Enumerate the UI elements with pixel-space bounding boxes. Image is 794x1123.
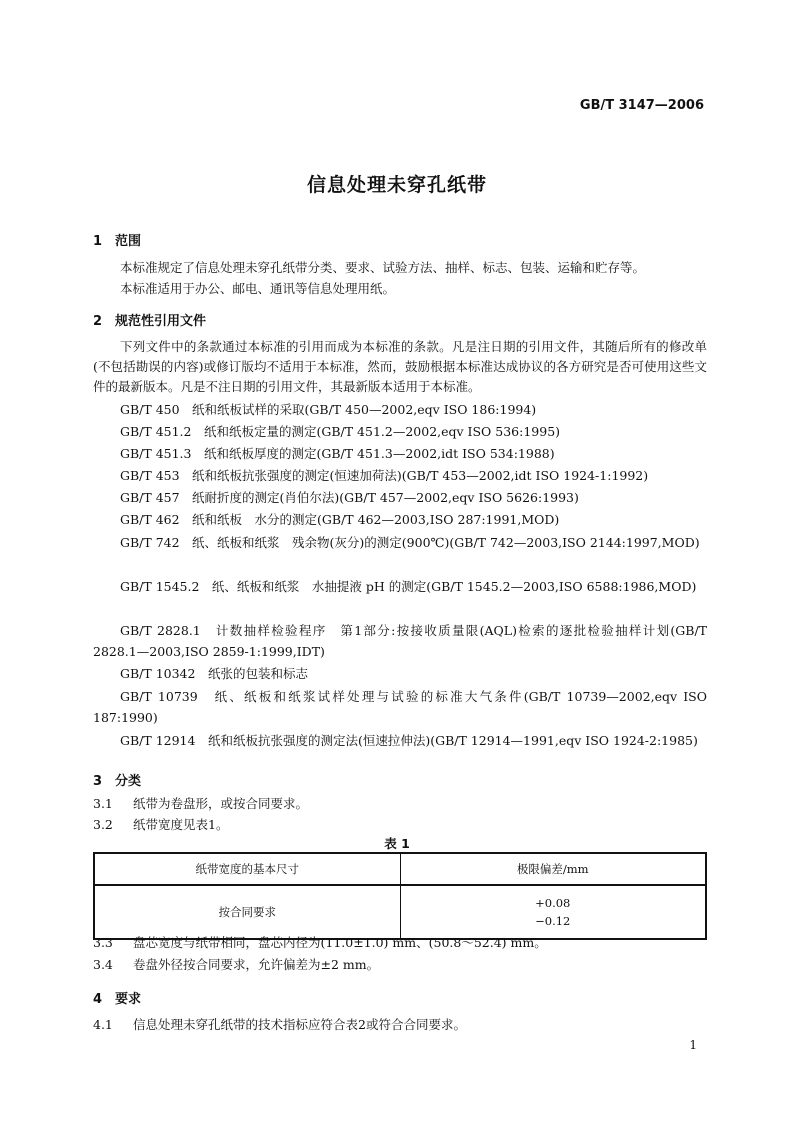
reference-item: GB/T 453 纸和纸板抗张强度的测定(恒速加荷法)(GB/T 453—2002,idt ISO 1924-1:1992) xyxy=(120,468,649,483)
tolerance-minus: −0.12 xyxy=(535,914,571,928)
clause-3-4 xyxy=(93,955,379,975)
section-2-heading xyxy=(93,310,206,329)
tolerance-plus: +0.08 xyxy=(535,896,571,910)
section-4-title: 要求 xyxy=(115,992,142,1007)
clause-4-1 xyxy=(93,1015,466,1035)
reference-item: GB/T 742 纸、纸板和纸浆 残余物(灰分)的测定(900℃)(GB/T 742—2003,ISO 2144:1997,MOD) xyxy=(120,535,700,550)
references-intro: 下列文件中的条款通过本标准的引用而成为本标准的条款。凡是注日期的引用文件，其随后所有的修改单(不包括勘误的内容)或修订版均不适用于本标准，然而，鼓励根据本标准达成协议的各方研究是否可使用这些文件的最新版本。凡是不注日期的引用文件，其最新版本适用于本标准。 xyxy=(93,339,707,394)
clause-text: 纸带为卷盘形，或按合同要求。 xyxy=(133,796,309,811)
reference-item: GB/T 10739 纸、纸板和纸浆试样处理与试验的标准大气条件(GB/T 10739—2002,eqv ISO 187:1990) xyxy=(93,689,707,725)
reference-item: GB/T 1545.2 纸、纸板和纸浆 水抽提液 pH 的测定(GB/T 1545.2—2003,ISO 6588:1986,MOD) xyxy=(120,579,697,594)
page-number: 1 xyxy=(689,1038,697,1052)
section-1-title: 范围 xyxy=(115,234,142,249)
reference-item: GB/T 2828.1 计数抽样检验程序 第1部分:按接收质量限(AQL)检索的逐批检验抽样计划(GB/T 2828.1—2003,ISO 2859-1:1999,IDT) xyxy=(93,623,707,659)
section-1-number: 1 xyxy=(93,234,103,249)
reference-item: GB/T 462 纸和纸板 水分的测定(GB/T 462—2003,ISO 287:1991,MOD) xyxy=(120,512,560,527)
table-1 xyxy=(93,852,707,940)
clause-number: 3.1 xyxy=(93,796,113,811)
clause-text: 卷盘外径按合同要求，允许偏差为±2 mm。 xyxy=(133,957,380,972)
clause-text: 信息处理未穿孔纸带的技术指标应符合表2或符合合同要求。 xyxy=(133,1017,466,1032)
table-cell-tolerance xyxy=(400,885,706,939)
section-3-title: 分类 xyxy=(115,774,142,789)
reference-item: GB/T 451.3 纸和纸板厚度的测定(GB/T 451.3—2002,idt ISO 534:1988) xyxy=(120,446,555,461)
reference-item: GB/T 12914 纸和纸板抗张强度的测定法(恒速拉伸法)(GB/T 12914—1991,eqv ISO 1924-2:1985) xyxy=(120,733,698,748)
table-header-row xyxy=(94,853,706,885)
clause-text: 纸带宽度见表1。 xyxy=(133,817,229,832)
clause-3-2 xyxy=(93,815,228,835)
standard-number: GB/T 3147—2006 xyxy=(579,98,704,113)
reference-item: GB/T 450 纸和纸板试样的采取(GB/T 450—2002,eqv ISO 186:1994) xyxy=(120,402,537,417)
reference-item: GB/T 451.2 纸和纸板定量的测定(GB/T 451.2—2002,eqv ISO 536:1995) xyxy=(120,424,561,439)
clause-number: 3.3 xyxy=(93,935,113,950)
clause-text: 盘芯宽度与纸带相同，盘芯内径为(11.0±1.0) mm、(50.8～52.4) mm。 xyxy=(133,935,547,950)
table-1-caption: 表 1 xyxy=(384,836,410,851)
reference-item: GB/T 10342 纸张的包装和标志 xyxy=(120,666,308,681)
section-1-heading xyxy=(93,230,141,249)
clause-3-1 xyxy=(93,794,308,814)
table-cell: 按合同要求 xyxy=(94,885,400,939)
clause-number: 4.1 xyxy=(93,1017,113,1032)
section-4-heading xyxy=(93,988,141,1007)
clause-number: 3.4 xyxy=(93,957,113,972)
table-header-cell: 极限偏差/mm xyxy=(400,853,706,885)
scope-paragraph-1: 本标准规定了信息处理未穿孔纸带分类、要求、试验方法、抽样、标志、包装、运输和贮存等。 xyxy=(120,260,646,275)
clause-number: 3.2 xyxy=(93,817,113,832)
clause-3-3 xyxy=(93,933,547,953)
document-title: 信息处理未穿孔纸带 xyxy=(306,174,487,196)
section-2-title: 规范性引用文件 xyxy=(115,314,207,329)
section-3-number: 3 xyxy=(93,774,103,789)
section-2-number: 2 xyxy=(93,314,103,329)
scope-paragraph-2: 本标准适用于办公、邮电、通讯等信息处理用纸。 xyxy=(120,281,396,296)
table-header-cell: 纸带宽度的基本尺寸 xyxy=(94,853,400,885)
section-3-heading xyxy=(93,770,141,789)
section-4-number: 4 xyxy=(93,992,103,1007)
table-row xyxy=(94,885,706,939)
reference-item: GB/T 457 纸耐折度的测定(肖伯尔法)(GB/T 457—2002,eqv ISO 5626:1993) xyxy=(120,490,579,505)
